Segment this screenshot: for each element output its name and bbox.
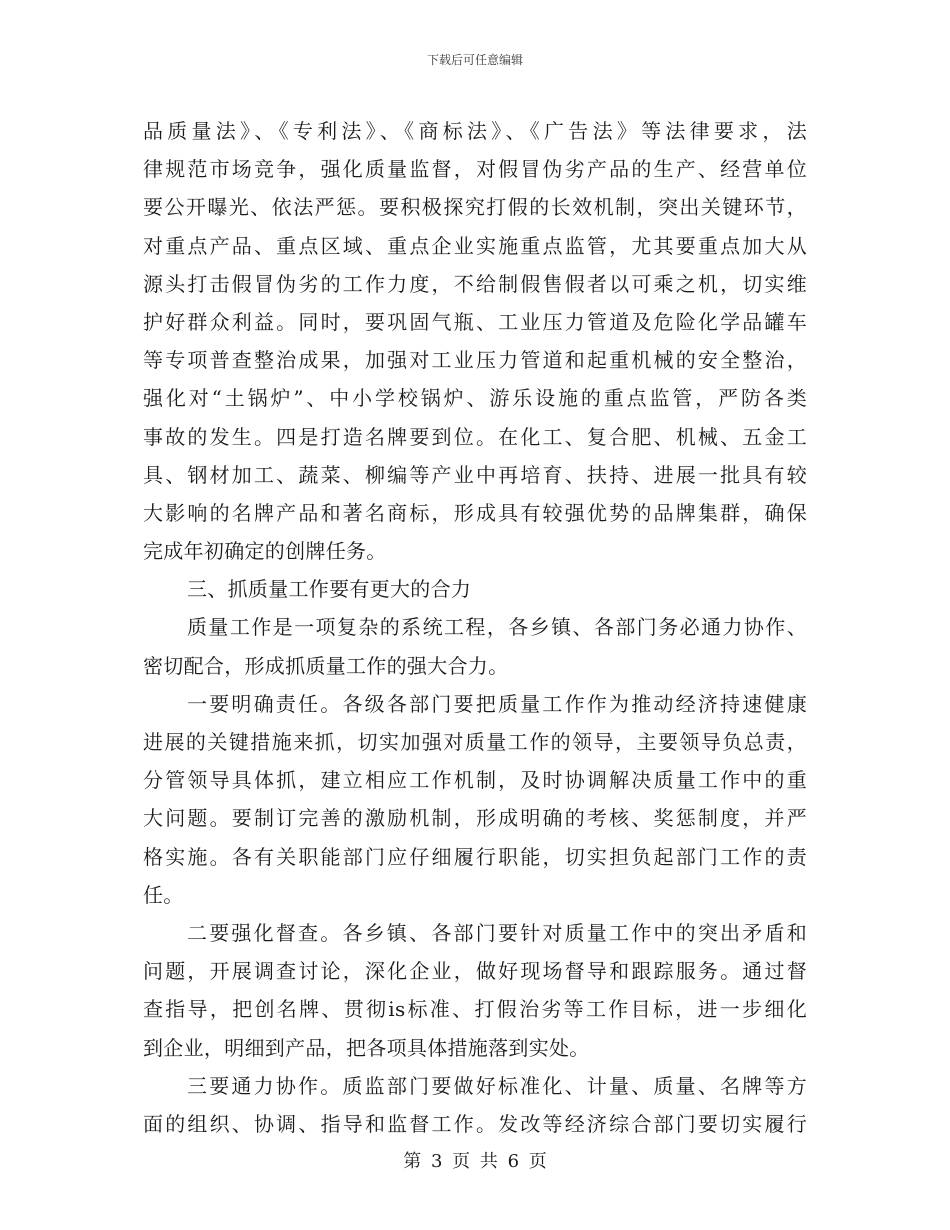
body-line: 具、钢材加工、蔬菜、柳编等产业中再培育、扶持、进展一批具有较: [143, 462, 807, 487]
body-line: 质量工作是一项复杂的系统工程，各乡镇、各部门务必通力协作、: [187, 615, 807, 640]
body-line: 密切配合，形成抓质量工作的强大合力。: [143, 653, 509, 678]
body-line: 进展的关键措施来抓，切实加强对质量工作的领导，主要领导负总责，: [143, 730, 807, 754]
body-line: 品质量法》、《专利法》、《商标法》、《广告法》等法律要求，法: [143, 119, 807, 143]
body-line: 完成年初确定的创牌任务。: [143, 539, 387, 564]
body-line: 律规范市场竞争，强化质量监督，对假冒伪劣产品的生产、经营单位: [143, 157, 807, 182]
body-line: 源头打击假冒伪劣的工作力度，不给制假售假者以可乘之机，切实维: [143, 271, 807, 296]
page-header: 下载后可任意编辑: [426, 53, 523, 67]
body-line: 护好群众利益。同时，要巩固气瓶、工业压力管道及危险化学品罐车: [143, 309, 807, 334]
document-body: [143, 112, 807, 1143]
body-line: 要公开曝光、依法严惩。要积极探究打假的长效机制，突出关键环节，: [143, 195, 807, 220]
body-line: 格实施。各有关职能部门应仔细履行职能，切实担负起部门工作的责: [143, 844, 807, 869]
body-line: 三要通力协作。质监部门要做好标准化、计量、质量、名牌等方: [187, 1073, 807, 1098]
body-line: 大问题。要制订完善的激励机制，形成明确的考核、奖惩制度，并严: [143, 806, 807, 831]
body-line: 到企业，明细到产品，把各项具体措施落到实处。: [143, 1035, 590, 1060]
section-heading: 三、抓质量工作要有更大的合力: [187, 577, 472, 602]
body-line: 分管领导具体抓，建立相应工作机制，及时协调解决质量工作中的重: [143, 768, 807, 793]
body-line: 强化对“土锅炉”、中小学校锅炉、游乐设施的重点监管，严防各类: [143, 386, 807, 411]
body-line: 二要强化督查。各乡镇、各部门要针对质量工作中的突出矛盾和: [187, 920, 807, 945]
body-line: 面的组织、协调、指导和监督工作。发改等经济综合部门要切实履行: [143, 1111, 807, 1136]
body-line: 查指导，把创名牌、贯彻is标准、打假治劣等工作目标，进一步细化: [143, 997, 807, 1022]
body-line: 问题，开展调查讨论，深化企业，做好现场督导和跟踪服务。通过督: [143, 959, 807, 984]
body-line: 对重点产品、重点区域、重点企业实施重点监管，尤其要重点加大从: [143, 233, 807, 258]
body-line: 大影响的名牌产品和著名商标，形成具有较强优势的品牌集群，确保: [143, 500, 807, 525]
body-line: 事故的发生。四是打造名牌要到位。在化工、复合肥、机械、五金工: [143, 424, 807, 449]
body-line: 等专项普查整治成果，加强对工业压力管道和起重机械的安全整治，: [143, 348, 807, 373]
body-line: 一要明确责任。各级各部门要把质量工作作为推动经济持速健康: [187, 691, 807, 716]
page-number: 第 3 页 共 6 页: [403, 1151, 547, 1172]
body-line: 任。: [143, 882, 184, 907]
